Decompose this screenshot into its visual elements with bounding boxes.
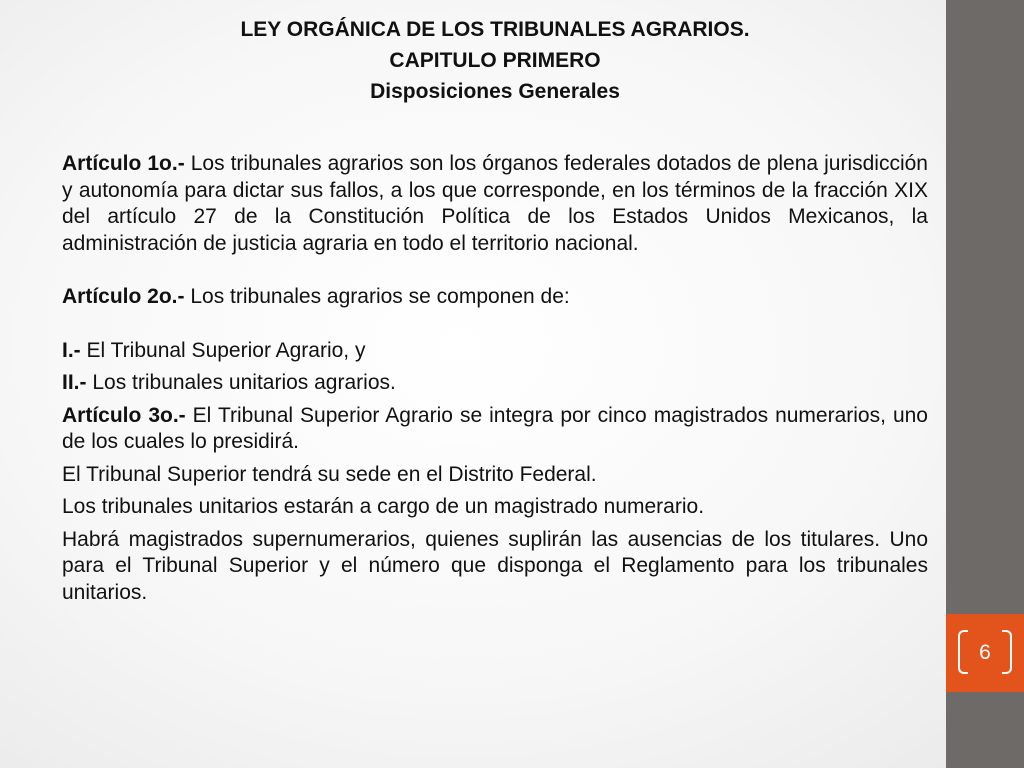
page-number: 6 (979, 641, 991, 664)
paragraph-supernumerarios: Habrá magistrados supernumerarios, quienes suplirán las ausencias de los titulares. Uno para el Tribunal Superior y el número que disponga el Reglamento para los tribunales unitarios. (62, 527, 928, 604)
fraction-2-text: Los tribunales unitarios agrarios. (86, 371, 396, 394)
section-title: Disposiciones Generales (370, 80, 620, 103)
fraction-2-label: II.- (62, 371, 87, 394)
law-title: LEY ORGÁNICA DE LOS TRIBUNALES AGRARIOS. (240, 18, 750, 41)
fraction-1 (62, 338, 928, 365)
article-2-text: Los tribunales agrarios se componen de: (184, 285, 570, 308)
chapter-title: CAPITULO PRIMERO (389, 49, 601, 72)
article-3 (62, 403, 928, 456)
article-2 (62, 284, 928, 311)
article-3-label: Artículo 3o.- (62, 403, 186, 427)
paragraph-unitarios: Los tribunales unitarios estarán a cargo de un magistrado numerario. (62, 495, 705, 518)
fraction-1-label: I.- (62, 338, 81, 362)
slide-heading (62, 14, 928, 107)
right-bracket-icon (1002, 630, 1012, 674)
paragraph-sede: El Tribunal Superior tendrá su sede en el Distrito Federal. (62, 462, 597, 486)
article-3-text: El Tribunal Superior Agrario se integra por cinco magistrados numerarios, uno de los cuales lo presidirá. (62, 403, 928, 453)
fraction-2 (62, 370, 928, 397)
article-1-label: Artículo 1o.- (62, 152, 185, 175)
fraction-1-text: El Tribunal Superior Agrario, y (80, 338, 366, 362)
slide-body (62, 151, 928, 606)
article-2-label: Artículo 2o.- (62, 285, 185, 308)
article-1-text: Los tribunales agrarios son los órganos federales dotados de plena jurisdicción y autonomía para dictar sus fallos, a los que corresponde, en los términos de la fracción XIX del artículo 27 de la Constitución Política de los Estados Unidos Mexicanos, la administración de justicia agraria en todo el territorio nacional. (62, 152, 928, 255)
page-number-box (946, 614, 1024, 692)
article-1 (62, 151, 928, 257)
